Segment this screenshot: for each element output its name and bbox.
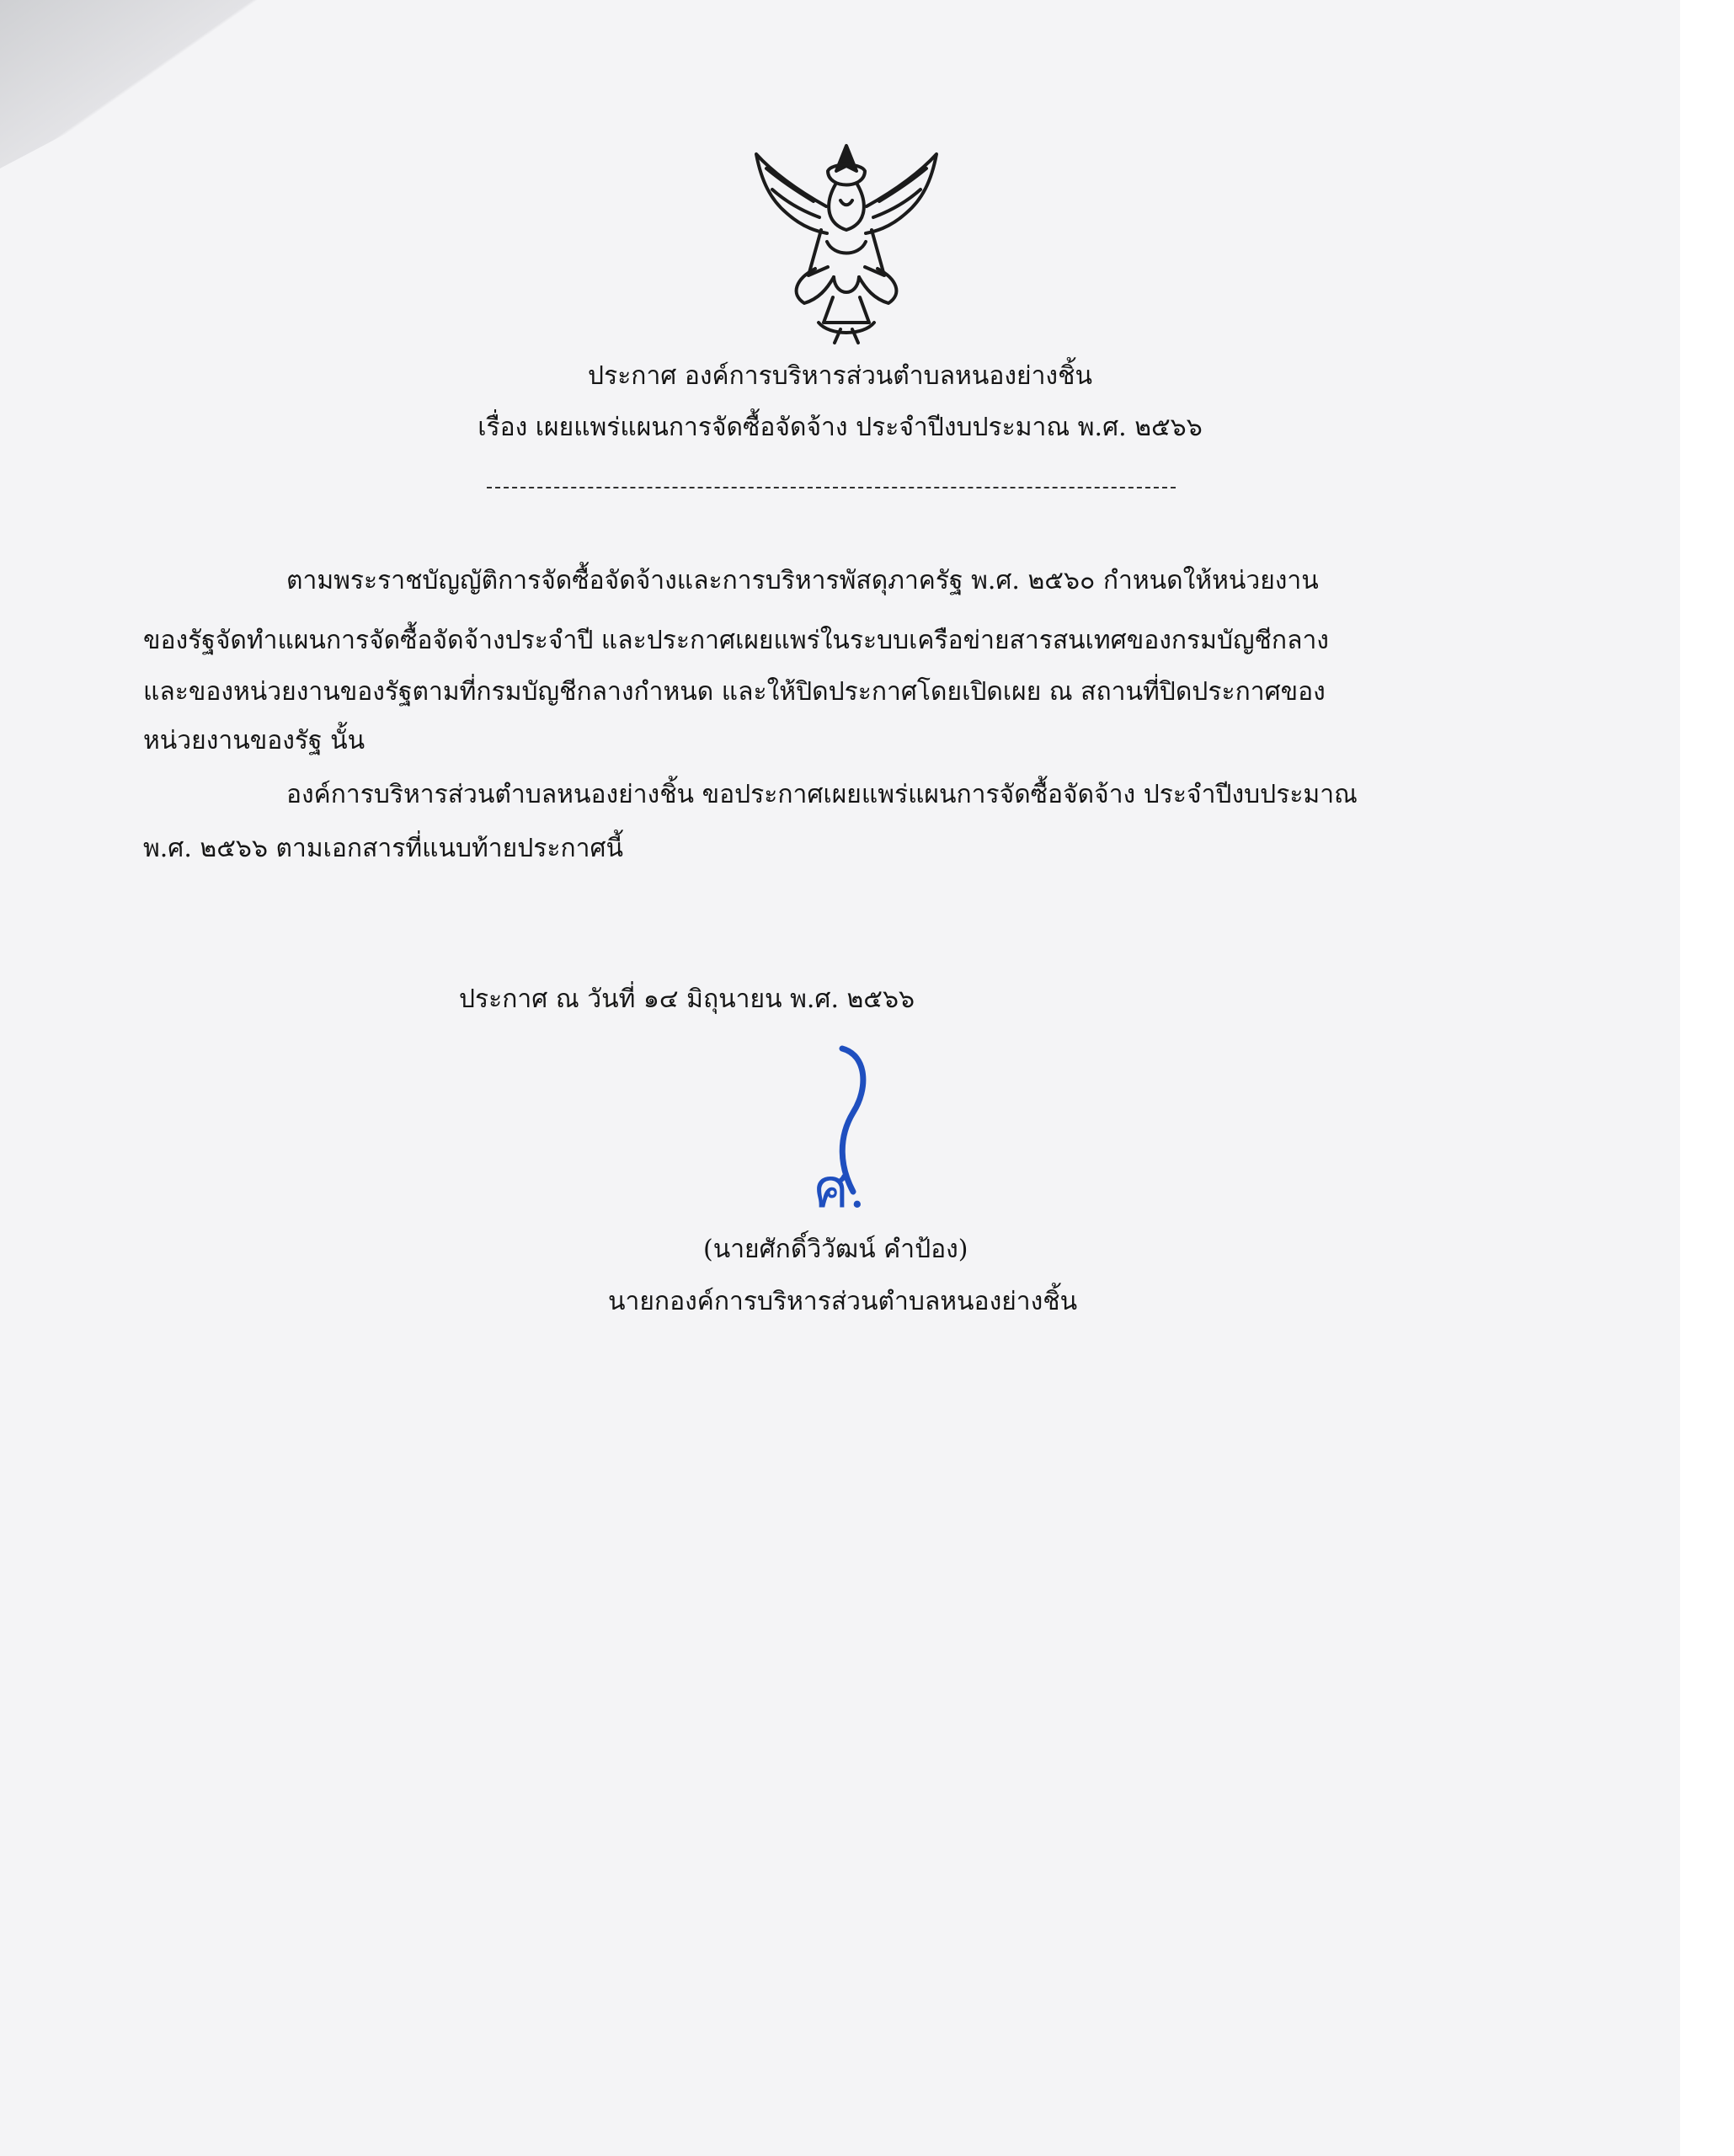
signer-name: (นายศักดิ์วิวัฒน์ คำป้อง) <box>703 1235 968 1264</box>
garuda-emblem-icon <box>741 131 952 345</box>
signature-icon <box>762 1040 905 1217</box>
body-line: หน่วยงานของรัฐ นั้น <box>143 726 365 755</box>
announcement-subject: เรื่อง เผยแพร่แผนการจัดซื้อจัดจ้าง ประจำปีงบประมาณ พ.ศ. ๒๕๖๖ <box>478 413 1203 442</box>
body-line: ตามพระราชบัญญัติการจัดซื้อจัดจ้างและการบริหารพัสดุภาครัฐ พ.ศ. ๒๕๖๐ กำหนดให้หน่วยงาน <box>286 566 1319 595</box>
dashed-separator <box>487 487 1176 488</box>
signer-title: นายกองค์การบริหารส่วนตำบลหนองย่างชิ้น <box>608 1287 1078 1316</box>
signature-mark: ศ. <box>814 1158 866 1217</box>
scan-edge <box>1680 0 1734 2156</box>
announcement-date: ประกาศ ณ วันที่ ๑๔ มิถุนายน พ.ศ. ๒๕๖๖ <box>459 985 915 1014</box>
body-line: องค์การบริหารส่วนตำบลหนองย่างชิ้น ขอประกาศเผยแพร่แผนการจัดซื้อจัดจ้าง ประจำปีงบประมาณ <box>286 780 1358 809</box>
body-line: พ.ศ. ๒๕๖๖ ตามเอกสารที่แนบท้ายประกาศนี้ <box>143 834 624 863</box>
body-line: ของรัฐจัดทำแผนการจัดซื้อจัดจ้างประจำปี และประกาศเผยแพร่ในระบบเครือข่ายสารสนเทศของกรมบัญชีกลาง <box>143 626 1329 655</box>
announcement-title: ประกาศ องค์การบริหารส่วนตำบลหนองย่างชิ้น <box>588 361 1092 391</box>
body-line: และของหน่วยงานของรัฐตามที่กรมบัญชีกลางกำหนด และให้ปิดประกาศโดยเปิดเผย ณ สถานที่ปิดประกาศของ <box>143 677 1326 707</box>
